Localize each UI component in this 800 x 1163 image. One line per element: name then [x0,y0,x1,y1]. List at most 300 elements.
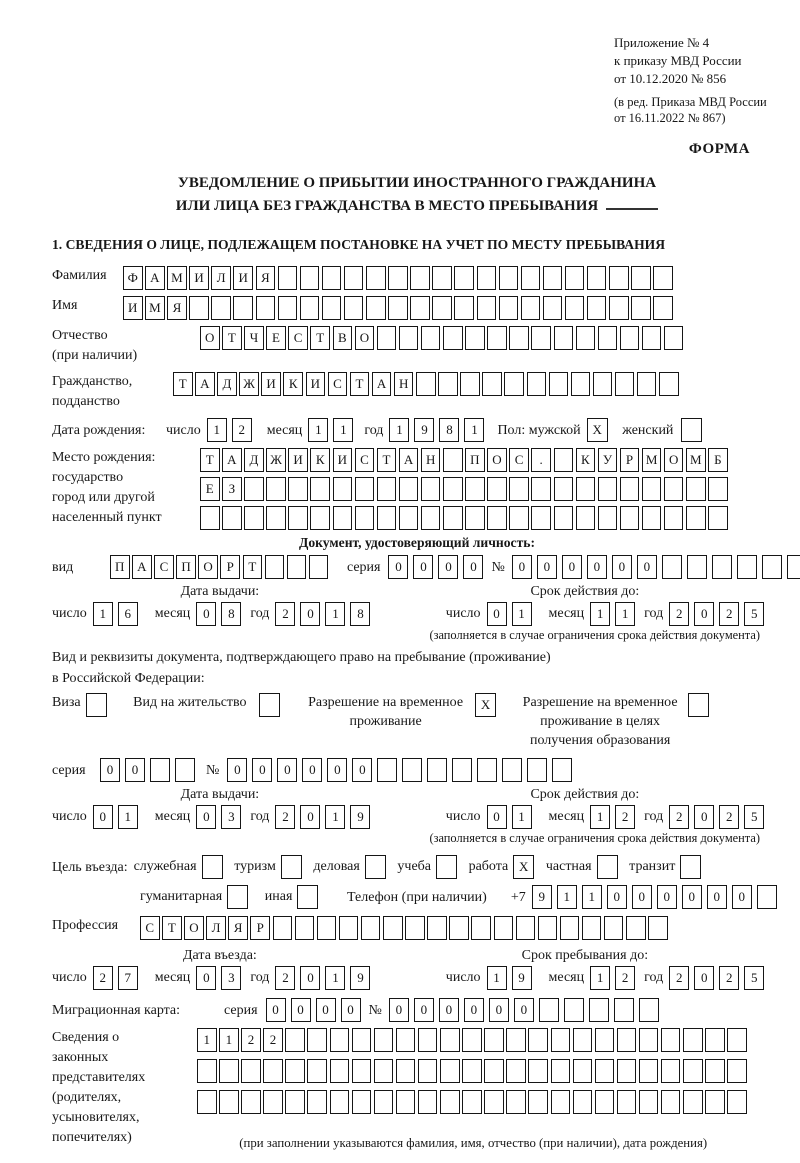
char-cell[interactable] [309,555,329,579]
char-cell[interactable] [626,916,646,940]
char-cell[interactable] [551,1090,571,1114]
char-cell[interactable]: 2 [719,602,739,626]
char-cell[interactable] [589,998,609,1022]
char-cell[interactable]: 5 [744,805,764,829]
char-cell[interactable] [617,1028,637,1052]
char-cell[interactable] [402,758,422,782]
char-cell[interactable]: 0 [93,805,113,829]
char-cell[interactable]: 0 [632,885,652,909]
char-cell[interactable] [587,266,607,290]
char-cell[interactable]: 0 [125,758,145,782]
char-cell[interactable]: 2 [669,805,689,829]
char-cell[interactable]: Ж [239,372,259,396]
char-cell[interactable] [531,326,551,350]
char-cell[interactable] [307,1028,327,1052]
char-cell[interactable]: 0 [196,966,216,990]
char-cell[interactable]: 1 [512,602,532,626]
char-cell[interactable]: С [154,555,174,579]
char-cell[interactable] [285,1059,305,1083]
char-cell[interactable]: 1 [590,602,610,626]
char-cell[interactable]: 0 [300,602,320,626]
char-cell[interactable]: 0 [637,555,657,579]
char-cell[interactable] [549,372,569,396]
char-cell[interactable]: 0 [694,602,714,626]
char-cell[interactable] [278,296,298,320]
char-cell[interactable] [683,1028,703,1052]
char-cell[interactable] [443,477,463,501]
char-cell[interactable] [604,916,624,940]
char-cell[interactable]: 1 [582,885,602,909]
char-cell[interactable] [443,448,463,472]
char-cell[interactable]: 1 [197,1028,217,1052]
char-cell[interactable]: К [283,372,303,396]
checkbox-purpose-humanitarian[interactable] [227,885,248,909]
char-cell[interactable]: Т [377,448,397,472]
char-cell[interactable]: 2 [263,1028,283,1052]
char-cell[interactable] [705,1090,725,1114]
char-cell[interactable] [462,1028,482,1052]
checkbox-sex-male[interactable]: X [587,418,608,442]
char-cell[interactable] [427,758,447,782]
char-cell[interactable] [352,1090,372,1114]
char-cell[interactable] [727,1028,747,1052]
char-cell[interactable] [374,1028,394,1052]
char-cell[interactable]: 7 [118,966,138,990]
char-cell[interactable] [189,296,209,320]
char-cell[interactable] [528,1028,548,1052]
char-cell[interactable] [477,266,497,290]
char-cell[interactable] [361,916,381,940]
char-cell[interactable]: 0 [682,885,702,909]
char-cell[interactable] [639,998,659,1022]
char-cell[interactable]: 0 [694,966,714,990]
char-cell[interactable]: 0 [587,555,607,579]
char-cell[interactable] [265,555,285,579]
char-cell[interactable] [595,1090,615,1114]
char-cell[interactable] [330,1090,350,1114]
char-cell[interactable] [330,1059,350,1083]
char-cell[interactable]: Т [162,916,182,940]
char-cell[interactable]: И [233,266,253,290]
char-cell[interactable] [708,506,728,530]
char-cell[interactable] [576,326,596,350]
char-cell[interactable]: О [198,555,218,579]
checkbox-purpose-study[interactable] [436,855,457,879]
char-cell[interactable]: 5 [744,966,764,990]
char-cell[interactable] [197,1090,217,1114]
char-cell[interactable]: 2 [232,418,252,442]
char-cell[interactable] [661,1059,681,1083]
char-cell[interactable] [374,1090,394,1114]
char-cell[interactable] [521,296,541,320]
char-cell[interactable]: Я [167,296,187,320]
char-cell[interactable] [465,326,485,350]
char-cell[interactable] [509,477,529,501]
char-cell[interactable] [273,916,293,940]
char-cell[interactable]: 3 [221,805,241,829]
char-cell[interactable]: У [598,448,618,472]
char-cell[interactable] [211,296,231,320]
char-cell[interactable] [454,266,474,290]
char-cell[interactable] [330,1028,350,1052]
char-cell[interactable] [484,1059,504,1083]
char-cell[interactable] [460,372,480,396]
char-cell[interactable] [241,1090,261,1114]
char-cell[interactable]: 0 [252,758,272,782]
checkbox-sex-female[interactable] [681,418,702,442]
char-cell[interactable]: С [509,448,529,472]
char-cell[interactable]: Е [266,326,286,350]
char-cell[interactable]: Р [620,448,640,472]
char-cell[interactable]: 2 [275,805,295,829]
char-cell[interactable]: М [686,448,706,472]
char-cell[interactable]: 3 [221,966,241,990]
char-cell[interactable] [388,266,408,290]
char-cell[interactable] [200,506,220,530]
char-cell[interactable] [554,506,574,530]
char-cell[interactable]: 0 [487,805,507,829]
char-cell[interactable]: 1 [219,1028,239,1052]
char-cell[interactable]: 1 [325,966,345,990]
char-cell[interactable] [571,372,591,396]
char-cell[interactable] [418,1059,438,1083]
char-cell[interactable]: С [288,326,308,350]
char-cell[interactable]: 0 [302,758,322,782]
char-cell[interactable] [620,506,640,530]
char-cell[interactable] [527,372,547,396]
char-cell[interactable] [454,296,474,320]
char-cell[interactable] [664,477,684,501]
char-cell[interactable]: 0 [327,758,347,782]
char-cell[interactable] [737,555,757,579]
char-cell[interactable] [440,1059,460,1083]
char-cell[interactable] [396,1090,416,1114]
char-cell[interactable] [366,296,386,320]
char-cell[interactable] [653,266,673,290]
char-cell[interactable] [683,1090,703,1114]
char-cell[interactable]: 0 [464,998,484,1022]
char-cell[interactable] [664,506,684,530]
char-cell[interactable] [487,506,507,530]
char-cell[interactable]: 0 [300,805,320,829]
char-cell[interactable] [482,372,502,396]
char-cell[interactable] [662,555,682,579]
char-cell[interactable] [484,1028,504,1052]
char-cell[interactable] [355,477,375,501]
char-cell[interactable] [659,372,679,396]
char-cell[interactable]: Л [211,266,231,290]
char-cell[interactable] [383,916,403,940]
char-cell[interactable] [587,296,607,320]
char-cell[interactable] [762,555,782,579]
char-cell[interactable] [565,296,585,320]
char-cell[interactable] [307,1090,327,1114]
char-cell[interactable]: 0 [439,998,459,1022]
char-cell[interactable] [462,1090,482,1114]
char-cell[interactable] [531,506,551,530]
char-cell[interactable] [374,1059,394,1083]
char-cell[interactable]: 0 [291,998,311,1022]
char-cell[interactable] [573,1028,593,1052]
char-cell[interactable]: 9 [350,966,370,990]
char-cell[interactable] [377,758,397,782]
char-cell[interactable] [263,1059,283,1083]
char-cell[interactable] [620,477,640,501]
char-cell[interactable]: 2 [615,805,635,829]
char-cell[interactable] [609,296,629,320]
char-cell[interactable]: П [465,448,485,472]
char-cell[interactable]: А [222,448,242,472]
char-cell[interactable]: Т [200,448,220,472]
char-cell[interactable] [241,1059,261,1083]
char-cell[interactable] [307,1059,327,1083]
char-cell[interactable]: 0 [388,555,408,579]
char-cell[interactable] [244,477,264,501]
char-cell[interactable]: П [176,555,196,579]
char-cell[interactable]: С [355,448,375,472]
char-cell[interactable] [266,506,286,530]
char-cell[interactable] [418,1028,438,1052]
char-cell[interactable]: 0 [316,998,336,1022]
char-cell[interactable] [300,266,320,290]
char-cell[interactable]: К [310,448,330,472]
char-cell[interactable]: 0 [607,885,627,909]
char-cell[interactable] [499,266,519,290]
char-cell[interactable] [421,326,441,350]
char-cell[interactable]: 2 [669,602,689,626]
char-cell[interactable] [418,1090,438,1114]
char-cell[interactable]: 9 [414,418,434,442]
char-cell[interactable]: 1 [207,418,227,442]
char-cell[interactable]: О [200,326,220,350]
char-cell[interactable]: 0 [514,998,534,1022]
char-cell[interactable]: 8 [350,602,370,626]
char-cell[interactable]: 0 [694,805,714,829]
char-cell[interactable] [543,296,563,320]
char-cell[interactable] [560,916,580,940]
char-cell[interactable]: 0 [562,555,582,579]
char-cell[interactable]: 2 [241,1028,261,1052]
char-cell[interactable]: Р [250,916,270,940]
char-cell[interactable]: 0 [277,758,297,782]
char-cell[interactable] [516,916,536,940]
char-cell[interactable] [521,266,541,290]
char-cell[interactable]: О [355,326,375,350]
char-cell[interactable] [477,296,497,320]
char-cell[interactable] [509,506,529,530]
char-cell[interactable] [528,1059,548,1083]
char-cell[interactable] [471,916,491,940]
char-cell[interactable] [687,555,707,579]
char-cell[interactable]: З [222,477,242,501]
char-cell[interactable] [443,326,463,350]
char-cell[interactable]: 1 [325,602,345,626]
checkbox-purpose-work[interactable]: X [513,855,534,879]
char-cell[interactable] [543,266,563,290]
char-cell[interactable]: Т [243,555,263,579]
char-cell[interactable]: 0 [512,555,532,579]
char-cell[interactable] [477,758,497,782]
char-cell[interactable] [285,1028,305,1052]
char-cell[interactable]: Д [244,448,264,472]
char-cell[interactable] [595,1059,615,1083]
char-cell[interactable] [538,916,558,940]
char-cell[interactable] [639,1028,659,1052]
char-cell[interactable]: 2 [93,966,113,990]
char-cell[interactable]: 9 [532,885,552,909]
char-cell[interactable]: 1 [118,805,138,829]
char-cell[interactable]: 1 [512,805,532,829]
char-cell[interactable] [727,1090,747,1114]
char-cell[interactable]: 0 [196,805,216,829]
char-cell[interactable] [528,1090,548,1114]
char-cell[interactable]: С [140,916,160,940]
char-cell[interactable] [333,506,353,530]
char-cell[interactable] [295,916,315,940]
char-cell[interactable]: 2 [669,966,689,990]
checkbox-purpose-tourism[interactable] [281,855,302,879]
char-cell[interactable]: И [288,448,308,472]
char-cell[interactable] [396,1059,416,1083]
char-cell[interactable] [509,326,529,350]
char-cell[interactable]: 1 [389,418,409,442]
char-cell[interactable] [366,266,386,290]
char-cell[interactable] [598,477,618,501]
char-cell[interactable] [322,296,342,320]
char-cell[interactable]: Б [708,448,728,472]
char-cell[interactable]: Е [200,477,220,501]
char-cell[interactable] [565,266,585,290]
char-cell[interactable] [727,1059,747,1083]
char-cell[interactable] [443,506,463,530]
char-cell[interactable]: 0 [196,602,216,626]
char-cell[interactable]: 8 [439,418,459,442]
char-cell[interactable] [554,477,574,501]
char-cell[interactable]: 1 [308,418,328,442]
char-cell[interactable] [595,1028,615,1052]
checkbox-purpose-business[interactable] [365,855,386,879]
char-cell[interactable]: Р [220,555,240,579]
char-cell[interactable] [642,477,662,501]
char-cell[interactable] [573,1059,593,1083]
char-cell[interactable]: Я [256,266,276,290]
checkbox-purpose-official[interactable] [202,855,223,879]
char-cell[interactable]: 9 [512,966,532,990]
char-cell[interactable] [631,296,651,320]
char-cell[interactable]: Я [228,916,248,940]
char-cell[interactable]: Ж [266,448,286,472]
char-cell[interactable]: 0 [352,758,372,782]
char-cell[interactable] [449,916,469,940]
char-cell[interactable] [333,477,353,501]
char-cell[interactable] [399,326,419,350]
char-cell[interactable]: 0 [537,555,557,579]
char-cell[interactable] [278,266,298,290]
char-cell[interactable] [197,1059,217,1083]
char-cell[interactable] [440,1028,460,1052]
char-cell[interactable] [573,1090,593,1114]
char-cell[interactable] [661,1028,681,1052]
char-cell[interactable] [499,296,519,320]
char-cell[interactable]: 2 [719,805,739,829]
char-cell[interactable] [564,998,584,1022]
char-cell[interactable]: 0 [487,602,507,626]
char-cell[interactable] [598,506,618,530]
char-cell[interactable] [683,1059,703,1083]
char-cell[interactable]: . [531,448,551,472]
char-cell[interactable] [352,1059,372,1083]
char-cell[interactable] [399,506,419,530]
char-cell[interactable]: П [110,555,130,579]
char-cell[interactable]: И [261,372,281,396]
char-cell[interactable]: Ч [244,326,264,350]
char-cell[interactable]: 0 [489,998,509,1022]
char-cell[interactable]: Т [173,372,193,396]
char-cell[interactable]: Т [310,326,330,350]
char-cell[interactable]: 0 [413,555,433,579]
char-cell[interactable] [438,372,458,396]
char-cell[interactable]: 2 [275,966,295,990]
char-cell[interactable] [617,1090,637,1114]
char-cell[interactable] [300,296,320,320]
char-cell[interactable] [642,326,662,350]
char-cell[interactable] [576,477,596,501]
char-cell[interactable] [686,477,706,501]
char-cell[interactable] [388,296,408,320]
char-cell[interactable]: О [184,916,204,940]
char-cell[interactable]: 2 [275,602,295,626]
char-cell[interactable]: 0 [300,966,320,990]
char-cell[interactable]: Д [217,372,237,396]
char-cell[interactable]: 0 [463,555,483,579]
char-cell[interactable]: А [399,448,419,472]
char-cell[interactable]: 0 [341,998,361,1022]
char-cell[interactable] [506,1028,526,1052]
char-cell[interactable]: 9 [350,805,370,829]
char-cell[interactable] [620,326,640,350]
char-cell[interactable]: Т [350,372,370,396]
char-cell[interactable] [266,477,286,501]
char-cell[interactable] [355,506,375,530]
char-cell[interactable]: Т [222,326,242,350]
char-cell[interactable]: И [333,448,353,472]
char-cell[interactable] [506,1090,526,1114]
char-cell[interactable] [410,296,430,320]
char-cell[interactable]: 2 [615,966,635,990]
char-cell[interactable] [593,372,613,396]
char-cell[interactable]: Л [206,916,226,940]
char-cell[interactable] [484,1090,504,1114]
char-cell[interactable] [175,758,195,782]
char-cell[interactable] [410,266,430,290]
char-cell[interactable] [642,506,662,530]
char-cell[interactable]: 0 [707,885,727,909]
char-cell[interactable] [653,296,673,320]
char-cell[interactable] [219,1059,239,1083]
char-cell[interactable]: 0 [657,885,677,909]
char-cell[interactable]: М [145,296,165,320]
char-cell[interactable] [344,266,364,290]
char-cell[interactable] [352,1028,372,1052]
char-cell[interactable] [631,266,651,290]
char-cell[interactable] [648,916,668,940]
char-cell[interactable] [287,555,307,579]
char-cell[interactable]: 5 [744,602,764,626]
char-cell[interactable] [582,916,602,940]
char-cell[interactable] [487,326,507,350]
checkbox-purpose-private[interactable] [597,855,618,879]
char-cell[interactable] [531,477,551,501]
